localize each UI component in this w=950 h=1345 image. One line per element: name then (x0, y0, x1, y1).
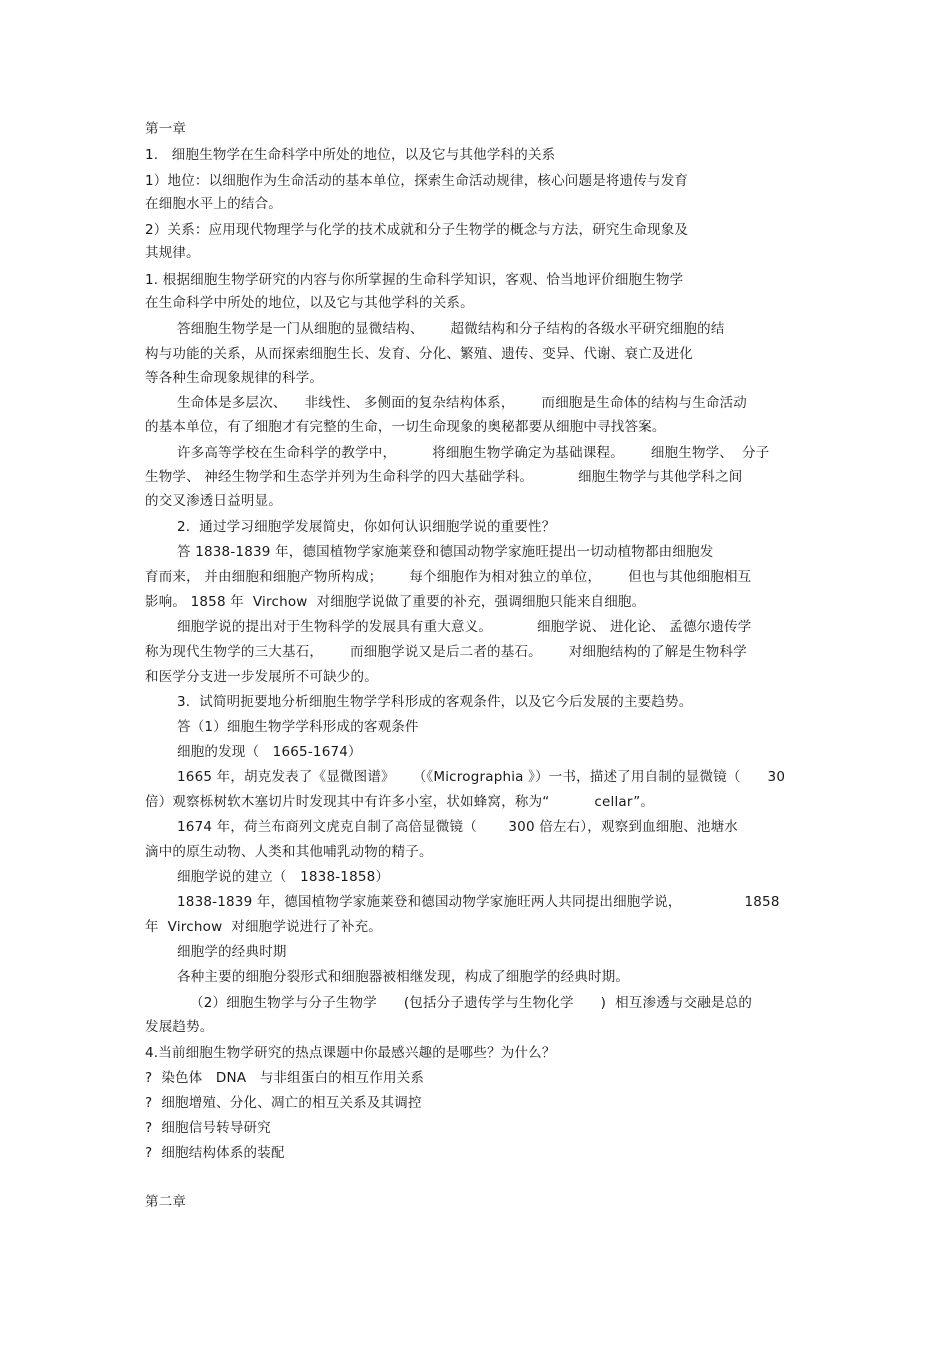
answer-line: 1674 年，荷兰布商列文虎克自制了高倍显微镜（ 300 倍左右），观察到血细胞、池塘水 (177, 819, 738, 835)
text-line: 在细胞水平上的结合。 (145, 196, 282, 212)
answer-line: 生命体是多层次、 非线性、 多侧面的复杂结构体系， 而细胞是生命体的结构与生命活动 (177, 395, 748, 411)
answer-line: 答 1838-1839 年，德国植物学家施莱登和德国动物学家施旺提出一切动植物都由细胞发 (177, 544, 714, 560)
answer-line: 等各种生命现象规律的科学。 (145, 370, 324, 386)
text-line: 2）关系：应用现代物理学与化学的技术成就和分子生物学的概念与方法，研究生命现象及 (145, 222, 689, 238)
text-line: 1）地位：以细胞作为生命活动的基本单位，探索生命活动规律，核心问题是将遗传与发育 (145, 173, 689, 189)
answer-line: 的交叉渗透日益明显。 (145, 493, 282, 509)
question-line: 2. 通过学习细胞学发展简史，你如何认识细胞学说的重要性？ (177, 519, 556, 535)
chapter-1-heading: 第一章 (145, 121, 187, 137)
answer-line: 育而来， 并由细胞和细胞产物所构成； 每个细胞作为相对独立的单位， 但也与其他细胞相互 (145, 569, 752, 585)
answer-line: （2）细胞生物学与分子生物学 (包括分子遗传学与生物化学 ) 相互渗透与交融是总的 (190, 995, 753, 1011)
answer-line: 1838-1839 年，德国植物学家施莱登和德国动物学家施旺两人共同提出细胞学说， 1858 (177, 894, 780, 910)
answer-line: 和医学分支进一步发展所不可缺少的。 (145, 669, 378, 685)
question-line: 1. 细胞生物学在生命科学中所处的地位，以及它与其他学科的关系 (145, 147, 556, 163)
answer-line: 细胞学说的建立（ 1838-1858） (177, 869, 390, 885)
answer-line: 答（1）细胞生物学学科形成的客观条件 (177, 719, 419, 735)
answer-line: 1665 年，胡克发表了《显微图谱》 （《Micrographia 》）一书，描述了用自制的显微镜（ 30 (177, 769, 786, 785)
question-line: 4.当前细胞生物学研究的热点课题中你最感兴趣的是哪些？为什么？ (145, 1045, 556, 1061)
answer-line: 生物学、 神经生物学和生态学并列为生命科学的四大基础学科。 细胞生物学与其他学科之间 (145, 469, 743, 485)
list-item: ? 染色体 DNA 与非组蛋白的相互作用关系 (145, 1070, 425, 1086)
answer-line: 许多高等学校在生命科学的教学中， 将细胞生物学确定为基础课程。 细胞生物学、 分子 (177, 445, 770, 461)
answer-line: 的基本单位，有了细胞才有完整的生命，一切生命现象的奥秘都要从细胞中寻找答案。 (145, 419, 666, 435)
answer-line: 倍）观察栎树软木塞切片时发现其中有许多小室，状如蜂窝，称为“ cellar”。 (145, 794, 655, 810)
question-line: 3. 试简明扼要地分析细胞生物学学科形成的客观条件，以及它今后发展的主要趋势。 (177, 694, 693, 710)
answer-line: 细胞学的经典时期 (177, 944, 287, 960)
answer-line: 年 Virchow 对细胞学说进行了补充。 (145, 919, 382, 935)
list-item: ? 细胞增殖、分化、凋亡的相互关系及其调控 (145, 1095, 422, 1111)
chapter-2-heading: 第二章 (145, 1194, 187, 1210)
answer-line: 构与功能的关系，从而探索细胞生长、发育、分化、繁殖、遗传、变异、代谢、衰亡及进化 (145, 346, 693, 362)
answer-line: 各种主要的细胞分裂形式和细胞器被相继发现，构成了细胞学的经典时期。 (177, 969, 630, 985)
list-item: ? 细胞信号转导研究 (145, 1120, 271, 1136)
answer-line: 答细胞生物学是一门从细胞的显微结构、 超微结构和分子结构的各级水平研究细胞的结 (177, 321, 725, 337)
answer-line: 滴中的原生动物、人类和其他哺乳动物的精子。 (145, 844, 433, 860)
answer-line: 影响。 1858 年 Virchow 对细胞学说做了重要的补充，强调细胞只能来自细胞。 (145, 594, 646, 610)
question-line: 1. 根据细胞生物学研究的内容与你所掌握的生命科学知识，客观、恰当地评价细胞生物学 (145, 272, 684, 288)
question-line: 在生命科学中所处的地位，以及它与其他学科的关系。 (145, 295, 474, 311)
list-item: ? 细胞结构体系的装配 (145, 1145, 285, 1161)
answer-line: 发展趋势。 (145, 1019, 214, 1035)
answer-line: 细胞学说的提出对于生物科学的发展具有重大意义。 细胞学说、 进化论、 孟德尔遗传学 (177, 619, 752, 635)
answer-line: 称为现代生物学的三大基石， 而细胞学说又是后二者的基石。 对细胞结构的了解是生物科学 (145, 644, 747, 660)
answer-line: 细胞的发现（ 1665-1674） (177, 744, 362, 760)
text-line: 其规律。 (145, 245, 200, 261)
